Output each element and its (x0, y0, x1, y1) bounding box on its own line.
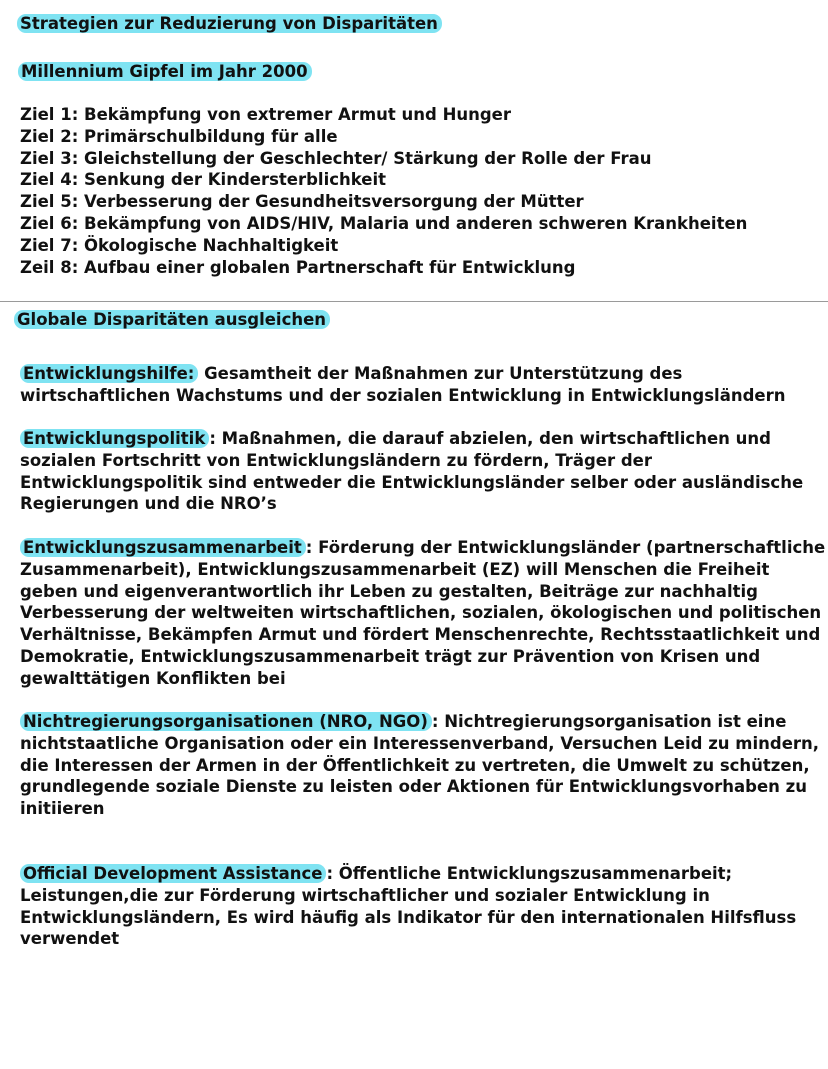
definition-text: gewalttätigen Konflikten bei (20, 668, 286, 688)
definition-text: : Maßnahmen, die darauf abzielen, den wirtschaftlichen und (209, 429, 771, 448)
definition-text: Entwicklungsländern, Es wird häufig als Indikator für den internationalen Hilfsfluss (20, 907, 797, 927)
definition-term: Entwicklungspolitik (20, 429, 209, 448)
definition-first-line (20, 711, 820, 733)
goal-item: Ziel 4: Senkung der Kindersterblichkeit (20, 170, 387, 190)
definition-entwicklungspolitik (20, 428, 820, 515)
page-title (17, 14, 442, 33)
goal-item: Ziel 5: Verbesserung der Gesundheitsversorgung der Mütter (20, 192, 584, 212)
definition-text: : Nichtregierungsorganisation ist eine (431, 712, 787, 731)
definition-text: initiieren (20, 799, 105, 819)
section-heading-text: Globale Disparitäten ausgleichen (14, 310, 330, 329)
definition-text: Gesamtheit der Maßnahmen zur Unterstützung des (198, 364, 683, 383)
definition-first-line (20, 537, 826, 559)
page-title-text: Strategien zur Reduzierung von Disparitäten (17, 14, 442, 33)
summit-heading-text: Millennium Gipfel im Jahr 2000 (18, 62, 312, 81)
definition-text: : Förderung der Entwicklungsländer (partnerschaftliche (305, 538, 826, 557)
goal-item: Zeil 8: Aufbau einer globalen Partnerschaft für Entwicklung (20, 257, 576, 277)
goal-item: Ziel 1: Bekämpfung von extremer Armut und Hunger (20, 105, 512, 124)
definition-text: grundlegende soziale Dienste zu leisten oder Aktionen für Entwicklungsvorhaben zu (20, 777, 808, 797)
definition-text: : Öffentliche Entwicklungszusammenarbeit; (326, 864, 733, 883)
definition-term: Official Development Assistance (20, 864, 326, 883)
definition-nichtregierungsorganisationen (20, 711, 820, 820)
definition-text: Verbesserung der weltweiten wirtschaftlichen, sozialen, ökologischen und politischen (20, 603, 822, 623)
summit-heading (18, 62, 312, 81)
definition-entwicklungshilfe (20, 363, 820, 407)
definition-text: geben und eigenverantwortlich ihr Leben zu gestalten, Beiträge zur nachhaltig (20, 581, 758, 601)
definition-first-line (20, 428, 820, 450)
definition-text: die Interessen der Armen in der Öffentlichkeit zu vertreten, die Umwelt zu schützen, (20, 755, 810, 775)
definition-term: Entwicklungshilfe: (20, 364, 198, 383)
goal-item: Ziel 2: Primärschulbildung für alle (20, 126, 338, 146)
definition-text: verwendet (20, 929, 120, 949)
definition-entwicklungszusammenarbeit (20, 537, 826, 690)
definition-text: Zusammenarbeit), Entwicklungszusammenarbeit (EZ) will Menschen die Freiheit (20, 559, 770, 579)
definition-text: nichtstaatliche Organisation oder ein Interessenverband, Versuchen Leid zu mindern, (20, 733, 820, 753)
definition-term: Nichtregierungsorganisationen (NRO, NGO) (20, 712, 432, 731)
section-divider (0, 301, 828, 302)
definition-text: sozialen Fortschritt von Entwicklungsländern zu fördern, Träger der (20, 450, 652, 470)
definition-text: Verhältnisse, Bekämpfen Armut und fördert Menschenrechte, Rechtsstaatlichkeit und (20, 625, 821, 645)
definition-text: Regierungen und die NRO’s (20, 494, 277, 514)
definition-term: Entwicklungszusammenarbeit (20, 538, 306, 557)
definition-text: Leistungen,die zur Förderung wirtschaftlicher und sozialer Entwicklung in (20, 885, 710, 905)
definition-first-line (20, 363, 820, 385)
section-heading (14, 310, 330, 329)
goal-item: Ziel 6: Bekämpfung von AIDS/HIV, Malaria und anderen schweren Krankheiten (20, 213, 748, 233)
definition-first-line (20, 863, 820, 885)
goal-item: Ziel 7: Ökologische Nachhaltigkeit (20, 235, 339, 255)
goals-list (20, 104, 747, 278)
definition-official-development-assistance (20, 863, 820, 950)
definition-text: Entwicklungspolitik sind entweder die Entwicklungsländer selber oder ausländische (20, 472, 804, 492)
goal-item: Ziel 3: Gleichstellung der Geschlechter/ Stärkung der Rolle der Frau (20, 148, 652, 168)
definition-text: wirtschaftlichen Wachstums und der sozialen Entwicklung in Entwicklungsländern (20, 385, 786, 405)
definition-text: Demokratie, Entwicklungszusammenarbeit trägt zur Prävention von Krisen und (20, 646, 761, 666)
